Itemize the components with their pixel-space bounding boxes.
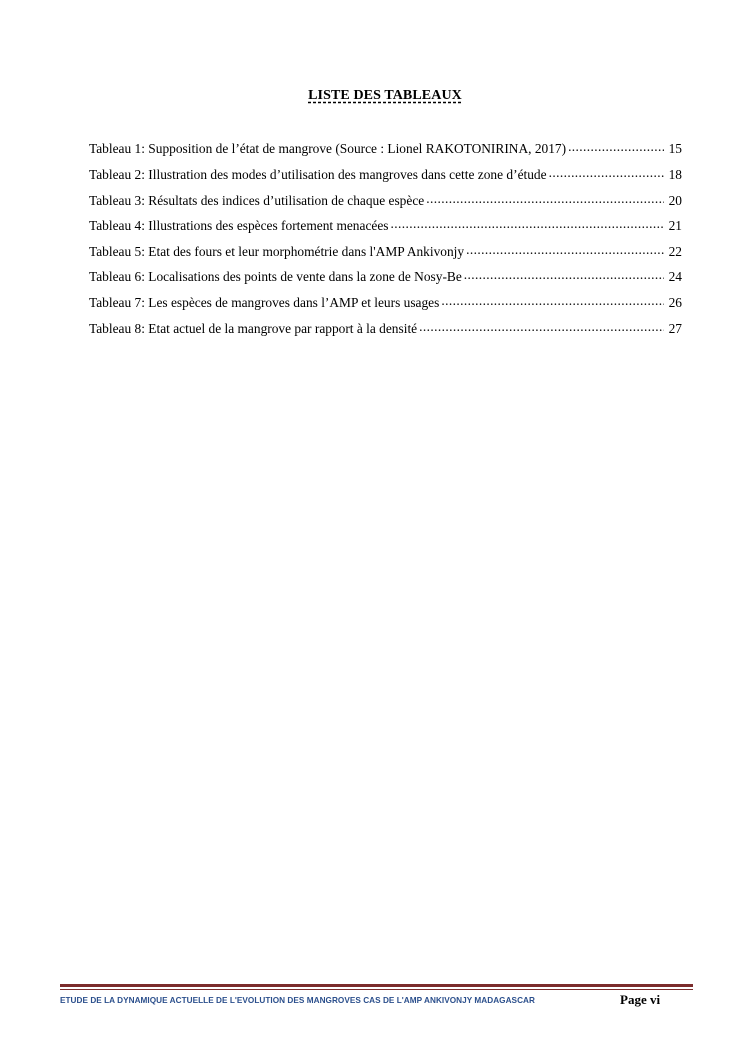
toc-entry-6[interactable] bbox=[89, 268, 682, 294]
footer-rule bbox=[60, 984, 693, 990]
toc-entry-4[interactable] bbox=[89, 217, 682, 243]
toc-entry-label: Tableau 5: Etat des fours et leur morphométrie dans l'AMP Ankivonjy bbox=[89, 243, 465, 259]
footer-page-number: Page vi bbox=[620, 992, 661, 1007]
toc-entry-1[interactable] bbox=[89, 140, 682, 166]
toc-entry-7[interactable] bbox=[89, 294, 682, 320]
toc-entry-page: 22 bbox=[668, 243, 682, 259]
toc-entry-page: 15 bbox=[668, 141, 682, 157]
table-list bbox=[89, 140, 682, 345]
toc-entry-page: 24 bbox=[668, 269, 682, 285]
toc-dot-leader bbox=[549, 166, 664, 179]
toc-entry-page: 20 bbox=[668, 192, 682, 208]
toc-entry-8[interactable] bbox=[89, 319, 682, 345]
toc-entry-label: Tableau 4: Illustrations des espèces fortement menacées bbox=[89, 218, 389, 234]
toc-entry-label: Tableau 8: Etat actuel de la mangrove par rapport à la densité bbox=[89, 320, 418, 336]
toc-dot-leader bbox=[391, 217, 665, 230]
footer-running-title: ETUDE DE LA DYNAMIQUE ACTUELLE DE L'EVOLUTION DES MANGROVES CAS DE L'AMP ANKIVONJY MADAGASCAR bbox=[60, 996, 535, 1005]
toc-entry-5[interactable] bbox=[89, 242, 682, 268]
toc-entry-page: 26 bbox=[668, 294, 682, 310]
toc-entry-label: Tableau 1: Supposition de l’état de mangrove (Source : Lionel RAKOTONIRINA, 2017) bbox=[89, 141, 567, 157]
toc-entry-page: 21 bbox=[668, 218, 682, 234]
page-title bbox=[0, 88, 745, 104]
toc-entry-page: 27 bbox=[668, 320, 682, 336]
toc-entry-3[interactable] bbox=[89, 191, 682, 217]
footer-rule-thin bbox=[60, 989, 693, 990]
toc-entry-2[interactable] bbox=[89, 166, 682, 192]
footer-rule-thick bbox=[60, 984, 693, 987]
toc-dot-leader bbox=[426, 191, 664, 204]
toc-entry-label: Tableau 6: Localisations des points de vente dans la zone de Nosy-Be bbox=[89, 269, 462, 285]
toc-dot-leader bbox=[466, 242, 664, 255]
toc-dot-leader bbox=[464, 268, 664, 281]
toc-entry-label: Tableau 2: Illustration des modes d’utilisation des mangroves dans cette zone d’étude bbox=[89, 166, 547, 182]
toc-entry-label: Tableau 3: Résultats des indices d’utilisation de chaque espèce bbox=[89, 192, 425, 208]
toc-entry-page: 18 bbox=[668, 166, 682, 182]
toc-dot-leader bbox=[441, 294, 664, 307]
toc-entry-label: Tableau 7: Les espèces de mangroves dans l’AMP et leurs usages bbox=[89, 294, 440, 310]
toc-dot-leader bbox=[419, 319, 664, 332]
page-title-text: LISTE DES TABLEAUX bbox=[308, 88, 462, 103]
toc-dot-leader bbox=[568, 140, 664, 153]
